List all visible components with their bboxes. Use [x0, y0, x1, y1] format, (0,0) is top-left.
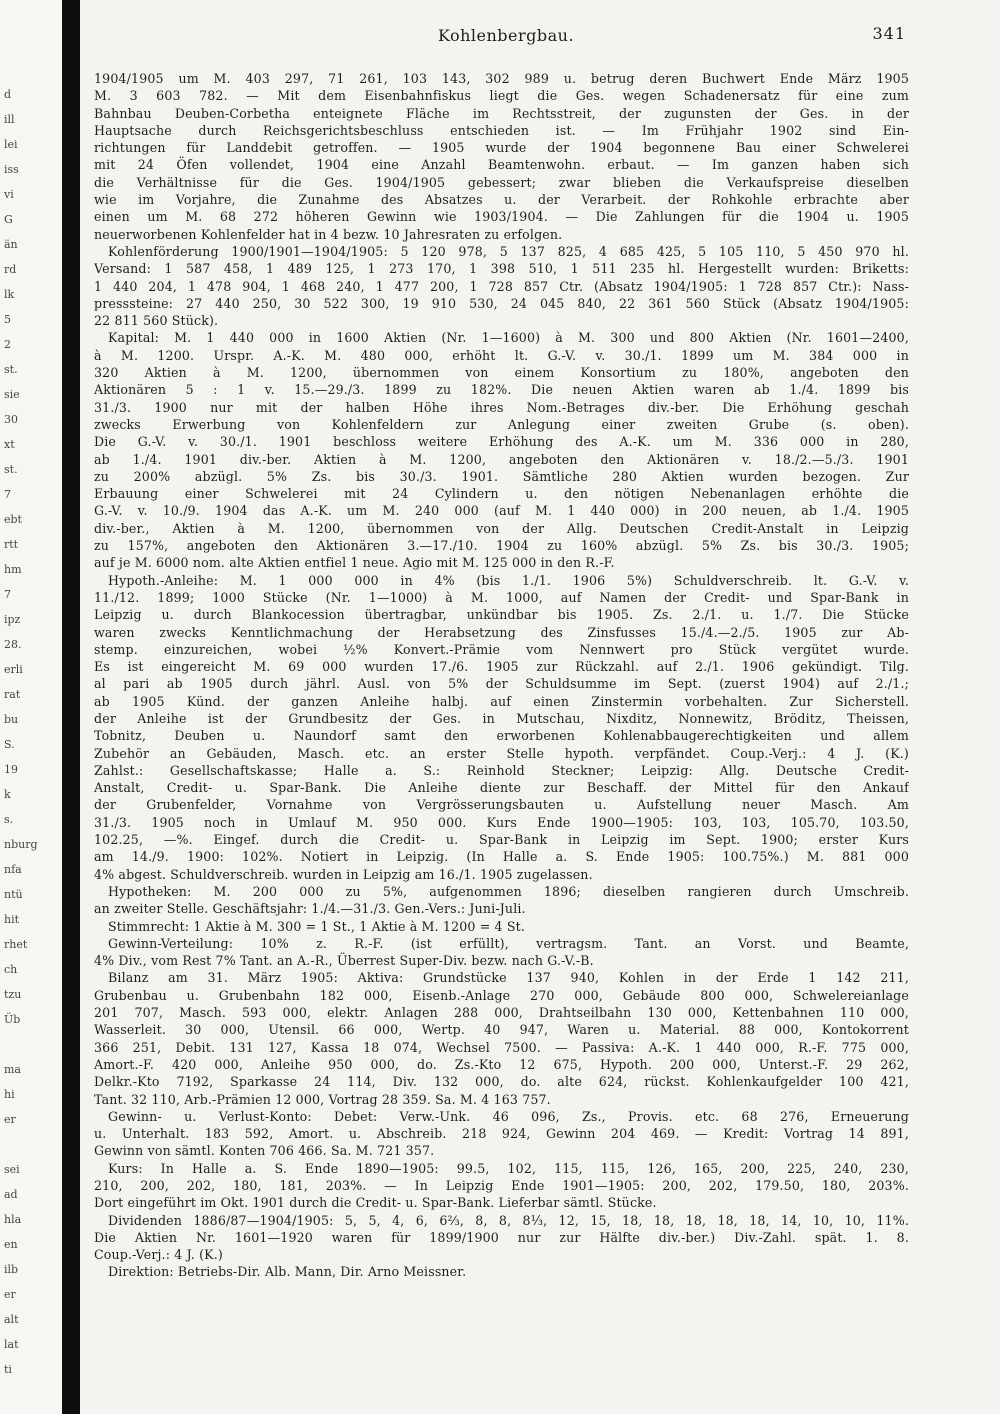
text-line: Gewinn von sämtl. Konten 706 466. Sa. M. 721 357.: [94, 1143, 435, 1159]
margin-fragment: xt: [4, 438, 15, 451]
margin-fragment: st.: [4, 463, 18, 476]
margin-fragment: 30: [4, 413, 18, 426]
text-line: Hypoth.-Anleihe: M. 1 000 000 in 4% (bis 1./1. 1906 5%) Schuldverschreib. lt. G.-V. v.: [108, 572, 909, 588]
text-line: 4% Div., vom Rest 7% Tant. an A.-R., Überrest Super-Div. bezw. nach G.-V.-B.: [94, 953, 594, 969]
text-line: M. 3 603 782. — Mit dem Eisenbahnfiskus liegt die Ges. wegen Schadenersatz für eine zum: [94, 88, 909, 104]
text-line: Gewinn- u. Verlust-Konto: Debet: Verw.-Unk. 46 096, Zs., Provis. etc. 68 276, Erneuerung: [108, 1108, 909, 1124]
margin-fragment: rtt: [4, 538, 19, 551]
text-line: Leipzig u. durch Blankocession übertragbar, unkündbar bis 1905. Zs. 2./1. u. 1./7. Die Stücke: [94, 607, 909, 623]
text-line: 102.25, —%. Eingef. durch die Credit- u. Spar-Bank in Leipzig im Sept. 1900; erster Kurs: [94, 832, 909, 848]
margin-fragment: Üb: [4, 1013, 21, 1026]
text-line: Coup.-Verj.: 4 J. (K.): [94, 1247, 223, 1263]
text-line: Tant. 32 110, Arb.-Prämien 12 000, Vortrag 28 359. Sa. M. 4 163 757.: [94, 1091, 551, 1107]
margin-fragment: 2: [4, 338, 11, 351]
text-line: Kapital: M. 1 440 000 in 1600 Aktien (Nr. 1—1600) à M. 300 und 800 Aktien (Nr. 1601—2400,: [108, 330, 909, 346]
margin-fragment: ad: [4, 1188, 18, 1201]
text-line: die Verhältnisse für die Ges. 1904/1905 gebessert; zwar blieben die Verkaufspreise dieselben: [94, 174, 909, 190]
text-line: richtungen für Landdebit getroffen. — 1905 wurde der 1904 begonnene Bau einer Schwelerei: [94, 140, 909, 156]
text-line: à M. 1200. Urspr. A.-K. M. 480 000, erhöht lt. G.-V. v. 30./1. 1899 um M. 384 000 in: [94, 347, 909, 363]
margin-fragment: G: [4, 213, 13, 226]
margin-fragment: sei: [4, 1163, 20, 1176]
text-line: 366 251, Debit. 131 127, Kassa 18 074, Wechsel 7500. — Passiva: A.-K. 1 440 000, R.-F. 775 000,: [94, 1039, 909, 1055]
page-number: 341: [872, 24, 906, 43]
text-line: Dividenden 1886/87—1904/1905: 5, 5, 4, 6, 6⅔, 8, 8, 8⅓, 12, 15, 18, 18, 18, 18, 18, 14, 10, 10, 11%.: [108, 1212, 909, 1228]
text-line: auf je M. 6000 nom. alte Aktien entfiel 1 neue. Agio mit M. 125 000 in den R.-F.: [94, 555, 615, 571]
text-line: Wasserleit. 30 000, Utensil. 66 000, Wertp. 40 947, Waren u. Material. 88 000, Kontokorrent: [94, 1022, 909, 1038]
text-line: 1904/1905 um M. 403 297, 71 261, 103 143, 302 989 u. betrug deren Buchwert Ende März 1905: [94, 71, 909, 86]
text-line: neuerworbenen Kohlenfelder hat in 4 bezw. 10 Jahresraten zu erfolgen.: [94, 226, 563, 242]
text-line: 320 Aktien à M. 1200, übernommen von einem Konsortium zu 180%, angeboten den: [94, 365, 909, 381]
text-line: Hypotheken: M. 200 000 zu 5%, aufgenommen 1896; dieselben rangieren durch Umschreib.: [108, 883, 909, 899]
text-line: zwecks Erwerbung von Kohlenfeldern zur Anlegung einer zweiten Grube (s. oben).: [94, 416, 909, 432]
text-line: Aktionären 5 : 1 v. 15.—29./3. 1899 zu 182%. Die neuen Aktien waren ab 1./4. 1899 bis: [94, 382, 909, 398]
margin-fragment: 28.: [4, 638, 22, 651]
margin-fragment: än: [4, 238, 18, 251]
margin-fragment: rhet: [4, 938, 28, 951]
text-line: Es ist eingereicht M. 69 000 wurden 17./6. 1905 zur Rückzahl. auf 2./1. 1906 gekündigt. Tilg.: [94, 659, 909, 675]
margin-fragment: ebt: [4, 513, 22, 526]
margin-fragment: ipz: [4, 613, 21, 626]
margin-fragment: st.: [4, 363, 18, 376]
margin-fragment: bu: [4, 713, 19, 726]
text-line: div.-ber., Aktien à M. 1200, übernommen von der Allg. Deutschen Credit-Anstalt in Leipzig: [94, 520, 909, 536]
margin-fragment: hla: [4, 1213, 22, 1226]
text-line: Erbauung einer Schwelerei mit 24 Cylindern u. den nötigen Nebenanlagen erhöhte die: [94, 486, 909, 502]
text-line: am 14./9. 1900: 102%. Notiert in Leipzig. (In Halle a. S. Ende 1905: 100.75%.) M. 881 000: [94, 849, 909, 865]
text-line: zu 200% abzügl. 5% Zs. bis 30./3. 1901. Sämtliche 280 Aktien wurden bezogen. Zur: [94, 468, 909, 484]
text-line: 11./12. 1899; 1000 Stücke (Nr. 1—1000) à M. 1000, auf Namen der Credit- und Spar-Bank in: [94, 589, 909, 605]
text-line: Die Aktien Nr. 1601—1920 waren für 1899/1900 nur zur Hälfte div.-ber.) Div.-Zahl. spät. 1. 8.: [94, 1229, 909, 1245]
text-line: Zubehör an Gebäuden, Masch. etc. an erster Stelle hypoth. verpfändet. Coup.-Verj.: 4 J. (K.): [94, 745, 909, 761]
text-line: Die G.-V. v. 30./1. 1901 beschloss weitere Erhöhung des A.-K. um M. 336 000 in 280,: [94, 434, 909, 450]
text-line: 1 440 204, 1 478 904, 1 468 240, 1 477 200, 1 728 857 Ctr. (Absatz 1904/1905: 1 728 857 Ctr.): Nass-: [94, 278, 909, 294]
margin-fragment: er: [4, 1288, 16, 1301]
margin-fragment: alt: [4, 1313, 19, 1326]
margin-fragment: hi: [4, 1088, 15, 1101]
margin-fragment: ch: [4, 963, 18, 976]
margin-fragment: sie: [4, 388, 20, 401]
margin-fragment: en: [4, 1238, 18, 1251]
text-line: Anstalt, Credit- u. Spar-Bank. Die Anleihe diente zur Beschaff. der Mittel für den Ankauf: [94, 780, 909, 796]
text-line: ab 1905 Künd. der ganzen Anleihe halbj. auf einen Zinstermin vorbehalten. Zur Sicherstell.: [94, 693, 909, 709]
text-line: einen um M. 68 272 höheren Gewinn wie 1903/1904. — Die Zahlungen für die 1904 u. 1905: [94, 209, 909, 225]
text-line: Bilanz am 31. März 1905: Aktiva: Grundstücke 137 940, Kohlen in der Erde 1 142 211,: [108, 970, 909, 986]
text-line: Kohlenförderung 1900/1901—1904/1905: 5 120 978, 5 137 825, 4 685 425, 5 105 110, 5 450 970 hl.: [108, 243, 909, 259]
text-line: 22 811 560 Stück).: [94, 313, 219, 329]
margin-fragment: d: [4, 88, 12, 101]
margin-fragment: ti: [4, 1363, 12, 1376]
text-line: Stimmrecht: 1 Aktie à M. 300 = 1 St., 1 Aktie à M. 1200 = 4 St.: [108, 918, 526, 934]
text-line: Delkr.-Kto 7192, Sparkasse 24 114, Div. 132 000, do. alte 624, rückst. Kohlenkaufgelder 100 421,: [94, 1074, 909, 1090]
text-line: Zahlst.: Gesellschaftskasse; Halle a. S.: Reinhold Steckner; Leipzig: Allg. Deutsche Credit-: [94, 762, 909, 778]
margin-fragment: rd: [4, 263, 17, 276]
text-line: Amort.-F. 420 000, Anleihe 950 000, do. Zs.-Kto 12 675, Hypoth. 200 000, Unterst.-F. 29 262,: [94, 1056, 909, 1072]
text-line: Versand: 1 587 458, 1 489 125, 1 273 170, 1 398 510, 1 511 235 hl. Hergestellt wurden: Briketts:: [94, 261, 909, 277]
adjacent-page-margin: [0, 0, 62, 1414]
text-line: Grubenbau u. Grubenbahn 182 000, Eisenb.-Anlage 270 000, Gebäude 800 000, Schwelereianlage: [94, 987, 909, 1003]
margin-fragment: k: [4, 788, 11, 801]
text-line: 210, 200, 202, 180, 181, 203%. — In Leipzig Ende 1901—1905: 200, 202, 179.50, 180, 203%.: [94, 1178, 909, 1193]
text-line: presssteine: 27 440 250, 30 522 300, 19 910 530, 24 045 840, 22 361 560 Stück (Absatz 1904/1905:: [94, 295, 909, 311]
margin-fragment: er: [4, 1113, 16, 1126]
margin-fragment: 19: [4, 763, 18, 776]
margin-fragment: erli: [4, 663, 23, 676]
text-line: waren zwecks Kenntlichmachung der Herabsetzung des Zinsfusses 15./4.—2./5. 1905 zur Ab-: [94, 624, 909, 640]
margin-fragment: ilb: [4, 1263, 19, 1276]
margin-fragment: ntü: [4, 888, 23, 901]
document-page: [86, 0, 916, 1414]
margin-fragment: lk: [4, 288, 15, 301]
margin-fragment: S.: [4, 738, 15, 751]
text-line: ab 1./4. 1901 div.-ber. Aktien à M. 1200, angeboten den Aktionären v. 18./2.—5./3. 1901: [94, 451, 909, 467]
margin-fragment: s.: [4, 813, 14, 826]
margin-fragment: rat: [4, 688, 21, 701]
running-head: Kohlenbergbau.: [437, 26, 575, 45]
margin-fragment: 7: [4, 488, 11, 501]
text-line: 31./3. 1900 nur mit der halben Höhe ihres Nom.-Betrages div.-ber. Die Erhöhung geschah: [94, 399, 909, 415]
margin-fragment: ill: [4, 113, 15, 126]
text-line: 4% abgest. Schuldverschreib. wurden in Leipzig am 16./1. 1905 zugelassen.: [94, 866, 593, 882]
margin-fragment: iss: [4, 163, 19, 176]
margin-fragment: vi: [4, 188, 14, 201]
margin-fragment: nburg: [4, 838, 38, 851]
margin-fragment: hit: [4, 913, 20, 926]
margin-fragment: ma: [4, 1063, 21, 1076]
text-line: stemp. einzureichen, wobei ½% Konvert.-Prämie vom Nennwert pro Stück vergütet wurde.: [94, 641, 909, 657]
text-line: der Grubenfelder, Vornahme von Vergrösserungsbauten u. Aufstellung neuer Masch. Am: [94, 797, 909, 813]
margin-fragment: lat: [4, 1338, 19, 1351]
margin-fragment: nfa: [4, 863, 22, 876]
text-line: wie im Vorjahre, die Zunahme des Absatzes u. der Verarbeit. der Rohkohle erbrachte aber: [94, 192, 909, 208]
text-line: mit 24 Öfen vollendet, 1904 eine Anzahl Beamtenwohn. erbaut. — Im ganzen haben sich: [94, 157, 909, 173]
margin-fragment: hm: [4, 563, 22, 576]
text-line: 31./3. 1905 noch in Umlauf M. 950 000. Kurs Ende 1900—1905: 103, 103, 105.70, 103.50,: [94, 814, 909, 830]
margin-fragment: lei: [4, 138, 18, 151]
text-line: Bahnbau Deuben-Corbetha enteignete Fläche im Rechtsstreit, der zugunsten der Ges. in der: [94, 105, 909, 121]
margin-fragment: 7: [4, 588, 11, 601]
text-line: Direktion: Betriebs-Dir. Alb. Mann, Dir. Arno Meissner.: [108, 1264, 467, 1280]
binding-shadow: [62, 0, 80, 1414]
text-line: Kurs: In Halle a. S. Ende 1890—1905: 99.5, 102, 115, 115, 126, 165, 200, 225, 240, 230,: [108, 1160, 909, 1176]
text-line: Tobnitz, Deuben u. Naundorf samt den erworbenen Kohlenabbaugerechtigkeiten und allem: [94, 728, 909, 744]
body-text: [94, 70, 909, 1281]
text-line: u. Unterhalt. 183 592, Amort. u. Abschreib. 218 924, Gewinn 204 469. — Kredit: Vortrag 14 891,: [94, 1126, 909, 1142]
margin-fragment: 5: [4, 313, 11, 326]
text-line: Hauptsache durch Reichsgerichtsbeschluss entschieden ist. — Im Frühjahr 1902 sind Ein-: [94, 122, 909, 138]
margin-fragment: tzu: [4, 988, 22, 1001]
text-line: al pari ab 1905 durch jährl. Ausl. von 5% der Schuldsumme im Sept. (zuerst 1904) auf 2./1.;: [94, 676, 909, 692]
text-line: 201 707, Masch. 593 000, elektr. Anlagen 288 000, Drahtseilbahn 130 000, Kettenbahnen 110 000,: [94, 1005, 909, 1021]
text-line: der Anleihe ist der Grundbesitz der Ges. in Mutschau, Nixditz, Nonnewitz, Bröditz, Theissen,: [94, 710, 909, 726]
text-line: Gewinn-Verteilung: 10% z. R.-F. (ist erfüllt), vertragsm. Tant. an Vorst. und Beamte,: [108, 935, 909, 951]
text-line: an zweiter Stelle. Geschäftsjahr: 1./4.—31./3. Gen.-Vers.: Juni-Juli.: [94, 901, 526, 917]
text-line: zu 157%, angeboten den Aktionären 3.—17./10. 1904 zu 160% abzügl. 5% Zs. bis 30./3. 1905;: [94, 538, 909, 554]
text-line: G.-V. v. 10./9. 1904 das A.-K. um M. 240 000 (auf M. 1 440 000) in 200 neuen, ab 1./4. 1905: [94, 503, 909, 519]
text-line: Dort eingeführt im Okt. 1901 durch die Credit- u. Spar-Bank. Lieferbar sämtl. Stücke.: [94, 1195, 657, 1211]
